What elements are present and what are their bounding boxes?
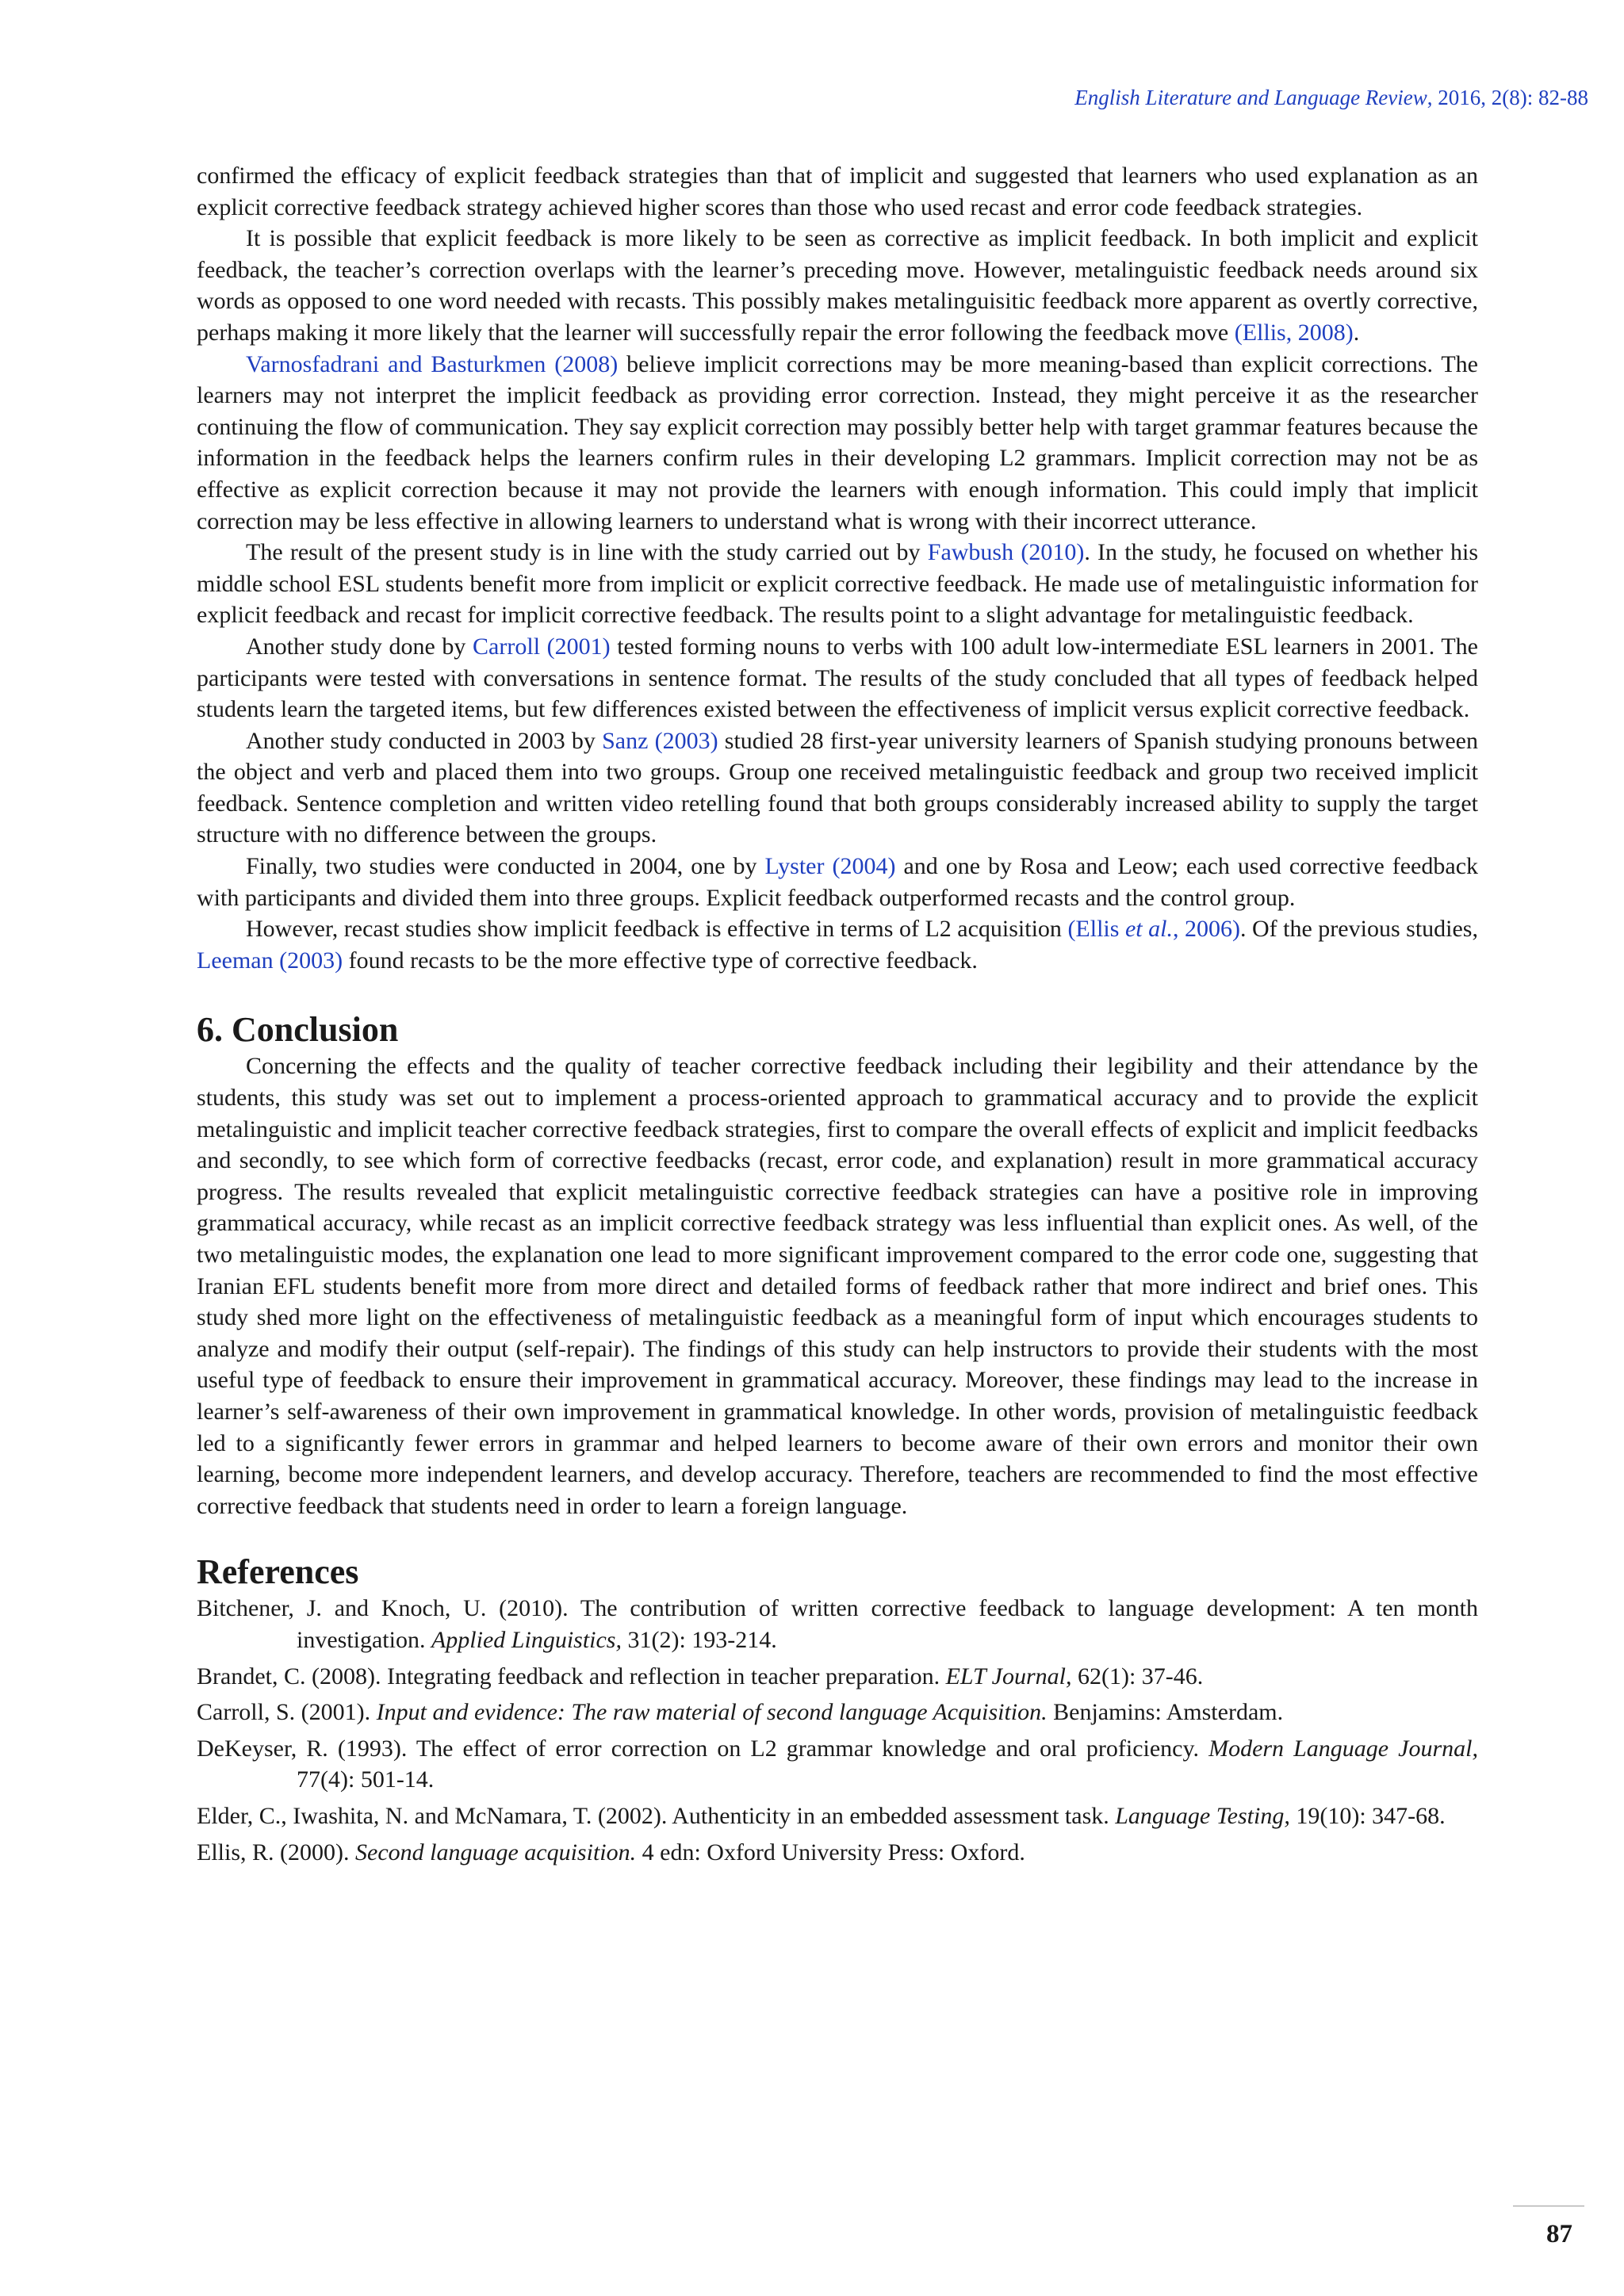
text-run: 4 edn: Oxford University Press: Oxford.	[636, 1839, 1025, 1866]
italic-text: ELT Journal,	[945, 1663, 1072, 1689]
citation-link[interactable]: Fawbush (2010)	[927, 539, 1085, 566]
reference-list	[197, 1593, 1478, 1868]
body-paragraph	[197, 160, 1478, 223]
text-run: Brandet, C. (2008). Integrating feedback and reflection in teacher preparation.	[197, 1663, 946, 1689]
italic-text: Language Testing,	[1115, 1802, 1290, 1829]
body-paragraph	[197, 349, 1478, 538]
body-paragraph	[197, 725, 1478, 851]
citation-link[interactable]: et al.	[1124, 916, 1173, 943]
italic-text: Applied Linguistics,	[431, 1626, 622, 1653]
reference-item	[197, 1800, 1478, 1832]
body-paragraph	[197, 631, 1478, 725]
reference-item	[197, 1837, 1478, 1869]
italic-text: Second language acquisition.	[355, 1839, 637, 1866]
page-number: 87	[1546, 2220, 1572, 2248]
citation-link[interactable]: Leeman (2003)	[197, 947, 343, 974]
text-run: . In the study, he focused on whether his middle school ESL students benefit more from implicit or explicit corrective feedback. He made use of metalinguistic information for explicit feedback and recast for implicit corrective feedback. The results point to a slight advantage for metalinguistic feedback.	[197, 539, 1478, 629]
citation-link[interactable]: , 2006)	[1172, 916, 1240, 943]
text-run: 62(1): 37-46.	[1071, 1663, 1204, 1689]
text-run: studied 28 first-year university learners of Spanish studying pronouns between the object and verb and placed them into two groups. Group one received metalinguistic feedback and group two received implicit feedback. Sentence completion and written video retelling found that both groups considerably increased ability to supply the target structure with no difference between the groups.	[197, 727, 1478, 848]
text-run: 77(4): 501-14.	[297, 1766, 435, 1793]
text-run: .	[1353, 319, 1360, 346]
text-run: However, recast studies show implicit feedback is effective in terms of L2 acquisition	[246, 916, 1068, 943]
text-run: Ellis, R. (2000).	[197, 1839, 355, 1866]
citation-link[interactable]: Varnosfadrani and Basturkmen (2008)	[246, 350, 619, 377]
italic-text: Modern Language Journal,	[1208, 1735, 1478, 1762]
citation-link[interactable]: (Ellis, 2008)	[1234, 319, 1354, 346]
text-run: Another study done by	[246, 633, 473, 660]
citation-link[interactable]: Sanz (2003)	[602, 727, 718, 754]
text-run: 31(2): 193-214.	[621, 1626, 777, 1653]
reference-item	[197, 1733, 1478, 1796]
text-run: tested forming nouns to verbs with 100 adult low-intermediate ESL learners in 2001. The participants were tested with conversations in sentence format. The results of the study concluded that all types of feedback helped students learn the targeted items, but few differences existed between the effectiveness of implicit versus explicit corrective feedback.	[197, 633, 1478, 723]
reference-item	[197, 1661, 1478, 1693]
text-run: confirmed the efficacy of explicit feedback strategies than that of implicit and suggested that learners who used explanation as an explicit corrective feedback strategy achieved higher scores than those who used recast and error code feedback strategies.	[197, 163, 1478, 220]
text-run: . Of the previous studies,	[1239, 916, 1478, 943]
discussion-section	[197, 160, 1478, 976]
text-run: The result of the present study is in line with the study carried out by	[246, 539, 928, 566]
reference-item	[197, 1593, 1478, 1655]
text-run: 19(10): 347-68.	[1289, 1802, 1446, 1829]
text-run: Bitchener, J. and Knoch, U. (2010). The contribution of written corrective feedback to language development: A ten month investigation.	[197, 1595, 1478, 1653]
body-paragraph	[197, 223, 1478, 348]
journal-title: English Literature and Language Review	[1074, 86, 1427, 109]
references-heading: References	[197, 1552, 359, 1592]
page-content	[197, 160, 1478, 1873]
citation-link[interactable]: Carroll (2001)	[473, 633, 611, 660]
text-run: and one by Rosa and Leow; each used corrective feedback with participants and divided them into three groups. Explicit feedback outperformed recasts and the control group.	[197, 853, 1479, 911]
citation-link[interactable]: (Ellis	[1067, 916, 1125, 943]
text-run: found recasts to be the more effective type of corrective feedback.	[343, 947, 978, 974]
reference-item	[197, 1697, 1478, 1728]
text-run: Finally, two studies were conducted in 2004, one by	[246, 853, 765, 880]
body-paragraph	[197, 913, 1478, 976]
italic-text: Input and evidence: The raw material of second language Acquisition.	[376, 1699, 1048, 1726]
conclusion-heading: 6. Conclusion	[197, 1010, 399, 1050]
body-paragraph	[197, 537, 1478, 631]
text-run: DeKeyser, R. (1993). The effect of error correction on L2 grammar knowledge and oral proficiency.	[197, 1735, 1209, 1762]
text-run: believe implicit corrections may be more meaning-based than explicit corrections. The learners may not interpret the implicit feedback as providing error correction. Instead, they might perceive it as the researcher continuing the flow of communication. They say explicit correction may possibly better help with target grammar features because the information in the feedback helps the learners confirm rules in their developing L2 grammars. Implicit correction may not be as effective as explicit correction because it may not provide the learners with enough information. This could imply that implicit correction may be less effective in allowing learners to understand what is wrong with their incorrect utterance.	[197, 350, 1478, 534]
running-header	[1074, 86, 1588, 110]
body-paragraph	[197, 851, 1478, 913]
text-run: Benjamins: Amsterdam.	[1047, 1699, 1284, 1726]
journal-citation: , 2016, 2(8): 82-88	[1427, 86, 1588, 109]
text-run: Elder, C., Iwashita, N. and McNamara, T. (2002). Authenticity in an embedded assessment task.	[197, 1802, 1116, 1829]
text-run: It is possible that explicit feedback is more likely to be seen as corrective as implicit feedback. In both implicit and explicit feedback, the teacher’s correction overlaps with the learner’s preceding move. However, metalinguistic feedback needs around six words as opposed to one word needed with recasts. This possibly makes metalinguisitic feedback more apparent as overtly corrective, perhaps making it more likely that the learner will successfully repair the error following the feedback move	[197, 225, 1478, 346]
text-run: Another study conducted in 2003 by	[246, 727, 603, 754]
conclusion-paragraph: Concerning the effects and the quality of teacher corrective feedback including their legibility and their attendance by the students, this study was set out to implement a process-oriented approach to grammatical accuracy and to provide the explicit metalinguistic and implicit teacher corrective feedback strategies, first to compare the overall effects of explicit and implicit feedbacks and secondly, to see which form of corrective feedbacks (recast, error code, and explanation) result in more grammatical accuracy progress. The results revealed that explicit metalinguistic corrective feedback strategies can have a positive role in improving grammatical accuracy, while recast as an implicit corrective feedback strategy was less influential than explicit ones. As well, of the two metalinguistic modes, the explanation one lead to more significant improvement compared to the error code one, suggesting that Iranian EFL students benefit more from more direct and detailed forms of feedback rather that more indirect and brief ones. This study shed more light on the effectiveness of metalinguistic feedback as a meaningful form of input which encourages students to analyze and modify their output (self-repair). The findings of this study can help instructors to provide their students with the most useful type of feedback to ensure their improvement in grammatical accuracy. Moreover, these findings may lead to the increase in learner’s self-awareness of their own improvement in grammatical knowledge. In other words, provision of metalinguistic feedback led to a significantly fewer errors in grammar and helped learners to become aware of their own errors and monitor their own learning, become more independent learners, and develop accuracy. Therefore, teachers are recommended to find the most effective corrective feedback that students need in order to learn a foreign language.	[197, 1053, 1478, 1519]
text-run: Carroll, S. (2001).	[197, 1699, 377, 1726]
citation-link[interactable]: Lyster (2004)	[764, 853, 896, 880]
